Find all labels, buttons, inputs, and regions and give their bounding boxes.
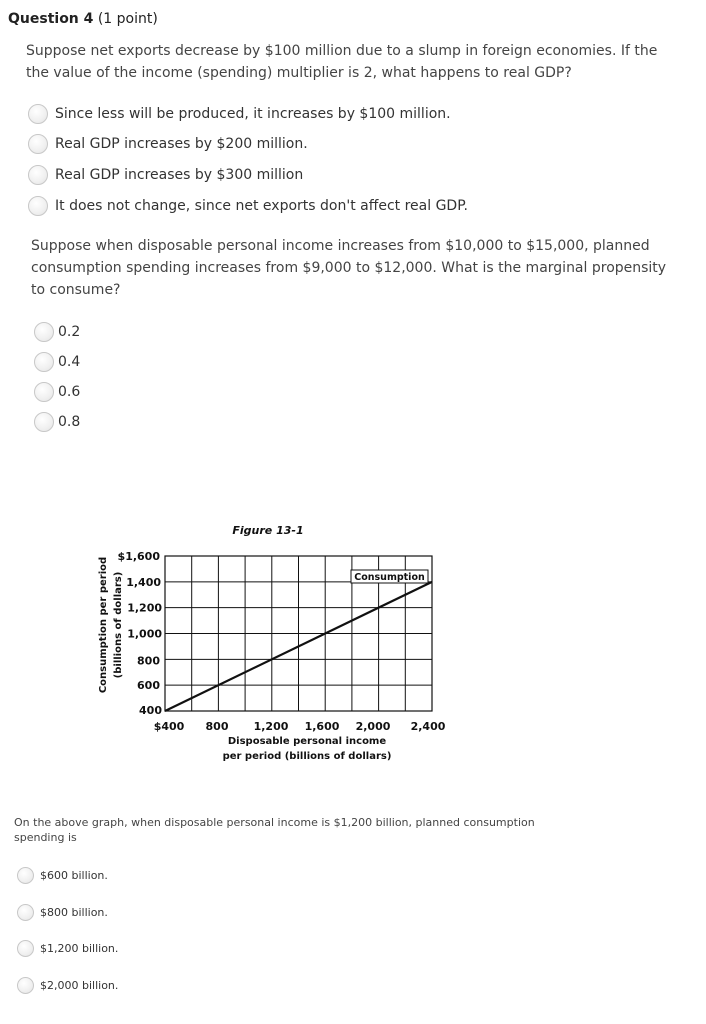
- q3-option-2-label: $800 billion.: [40, 906, 108, 919]
- y-axis-label-line1: Consumption per period: [98, 556, 109, 694]
- y-tick-label: 1,200: [127, 601, 162, 615]
- x-axis-label-line2: per period (billions of dollars): [222, 751, 392, 762]
- q2-option-4-label: 0.8: [58, 414, 81, 430]
- y-tick-label: 800: [137, 654, 160, 668]
- y-tick-label: 1,000: [127, 627, 162, 641]
- q3-option-1-radio[interactable]: [17, 867, 34, 884]
- q2-prompt: Suppose when disposable personal income increases from $10,000 to $15,000, planned consumption spending increases from $9,000 to $12,000. What is the marginal propensity to consume?: [31, 238, 667, 298]
- q2-option-1-label: 0.2: [58, 324, 81, 340]
- q3-option-1-label: $600 billion.: [40, 869, 108, 882]
- figure-title: Figure 13-1: [232, 524, 304, 537]
- y-tick-label: 1,400: [126, 575, 161, 589]
- q3-option-2-radio[interactable]: [17, 904, 34, 921]
- question-number: Question 4: [8, 11, 94, 27]
- y-tick-label: 600: [137, 679, 160, 693]
- q3-option-1[interactable]: [17, 867, 108, 884]
- y-tick-labels: [118, 550, 163, 717]
- q3-option-3-label: $1,200 billion.: [40, 942, 119, 955]
- question-points: (1 point): [97, 11, 158, 27]
- q3-option-4-radio[interactable]: [17, 977, 34, 994]
- x-tick-label: 1,200: [253, 720, 289, 733]
- x-tick-labels: [154, 720, 446, 733]
- q2-option-3-label: 0.6: [58, 384, 81, 400]
- x-tick-label: 2,000: [355, 720, 391, 733]
- q1-prompt: Suppose net exports decrease by $100 million due to a slump in foreign economies. If the the value of the income (spending) multiplier is 2, what happens to real GDP?: [26, 43, 658, 81]
- y-tick-label: $1,600: [117, 550, 160, 563]
- x-tick-label: 2,400: [410, 720, 446, 733]
- q1-option-3-label: Real GDP increases by $300 million: [55, 167, 304, 183]
- x-tick-label: 800: [205, 720, 229, 733]
- y-tick-label: 400: [139, 704, 162, 717]
- x-tick-label: 1,600: [304, 720, 340, 733]
- x-tick-label: $400: [153, 720, 185, 733]
- q1-option-4-label: It does not change, since net exports don't affect real GDP.: [55, 198, 468, 214]
- y-axis-label-line2: (billions of dollars): [113, 571, 124, 679]
- q2-option-2-label: 0.4: [58, 354, 81, 370]
- q1-option-2-label: Real GDP increases by $200 million.: [55, 136, 308, 152]
- q3-option-4-label: $2,000 billion.: [40, 979, 119, 992]
- curve-label: Consumption: [354, 572, 425, 583]
- q1-option-1-label: Since less will be produced, it increases by $100 million.: [55, 106, 451, 122]
- q3-option-3-radio[interactable]: [17, 940, 34, 957]
- q3-option-2[interactable]: [17, 904, 108, 921]
- q3-option-4[interactable]: [17, 977, 118, 994]
- q3-option-3[interactable]: [17, 940, 118, 957]
- x-axis-label-line1: Disposable personal income: [227, 736, 387, 747]
- q3-prompt: On the above graph, when disposable personal income is $1,200 billion, planned consumption spending is: [14, 816, 535, 844]
